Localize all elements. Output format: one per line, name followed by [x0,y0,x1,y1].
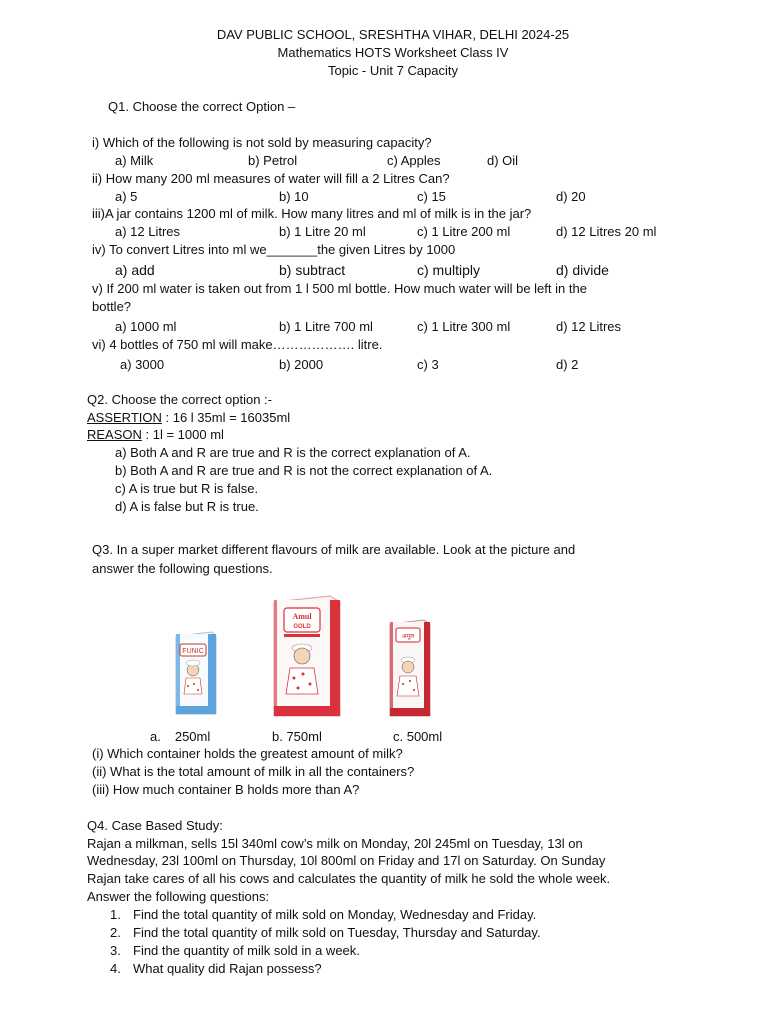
q3-question-i: (i) Which container holds the greatest amount of milk? [92,746,403,761]
q1-iv-option-a: a) add [115,262,155,278]
q4-list-item-3: Find the quantity of milk sold in a week. [133,943,360,958]
q4-list-item-1: Find the total quantity of milk sold on Monday, Wednesday and Friday. [133,907,537,922]
q4-paragraph-line3: Rajan take cares of all his cows and calculates the quantity of milk he sold the whole week. [87,871,611,886]
q4-list-item-2: Find the total quantity of milk sold on Tuesday, Thursday and Saturday. [133,925,541,940]
worksheet-title: Mathematics HOTS Worksheet Class IV [277,45,509,60]
q1-ii-option-c: c) 15 [417,189,446,204]
q2-reason [87,427,224,442]
q4-list-item-4: What quality did Rajan possess? [133,961,322,976]
carton-a-letter: a. [150,729,161,744]
q1-ii-option-b: b) 10 [279,189,309,204]
q1-vi-option-c: c) 3 [417,357,439,372]
q2-title: Q2. Choose the correct option :- [87,392,272,407]
q4-list-number-1: 1. [110,907,121,922]
q2-option-a: a) Both A and R are true and R is the correct explanation of A. [115,445,471,460]
carton-c-image [388,618,432,718]
q1-question-iv: iv) To convert Litres into ml we_______the given Litres by 1000 [92,242,456,257]
q4-list-number-3: 3. [110,943,121,958]
q1-vi-option-d: d) 2 [556,357,579,372]
q1-iii-option-c: c) 1 Litre 200 ml [417,224,511,239]
q1-iv-option-c: c) multiply [417,262,481,278]
q1-iii-option-a: a) 12 Litres [115,224,181,239]
q3-question-ii: (ii) What is the total amount of milk in all the containers? [92,764,415,779]
assertion-text: : 16 l 35ml = 16035ml [161,410,291,425]
q3-question-iii: (iii) How much container B holds more than A? [92,782,360,797]
q4-title: Q4. Case Based Study: [87,818,223,833]
q1-title: Q1. Choose the correct Option – [108,99,296,114]
q1-ii-option-a: a) 5 [115,189,138,204]
q2-option-b: b) Both A and R are true and R is not the correct explanation of A. [115,463,493,478]
q1-i-option-d: d) Oil [487,153,519,168]
carton-b-brand: Amul [292,612,312,621]
carton-a-label [150,729,210,744]
reason-text: : 1l = 1000 ml [141,427,224,442]
q1-iv-option-d: d) divide [556,262,609,278]
q1-i-option-b: b) Petrol [248,153,298,168]
q1-iii-option-b: b) 1 Litre 20 ml [279,224,366,239]
q1-v-option-a: a) 1000 ml [115,319,177,334]
q4-paragraph-line2: Wednesday, 23l 100ml on Thursday, 10l 800ml on Friday and 17l on Saturday. On Sunday [87,853,606,868]
q1-iv-option-b: b) subtract [279,262,346,278]
q2-assertion [87,410,290,425]
q3-text-line1: Q3. In a super market different flavours of milk are available. Look at the picture and [92,542,576,557]
q2-option-d: d) A is false but R is true. [115,499,259,514]
q4-paragraph-line1: Rajan a milkman, sells 15l 340ml cow’s milk on Monday, 20l 245ml on Tuesday, 13l on [87,836,583,851]
q1-v-option-b: b) 1 Litre 700 ml [279,319,373,334]
school-title: DAV PUBLIC SCHOOL, SRESHTHA VIHAR, DELHI 2024-25 [216,27,570,42]
q1-i-option-c: c) Apples [387,153,441,168]
q1-question-vi: vi) 4 bottles of 750 ml will make………………. litre. [92,337,383,352]
q1-question-v-line1: v) If 200 ml water is taken out from 1 l 500 ml bottle. How much water will be left in the [92,281,587,296]
q4-list-number-2: 2. [110,925,121,940]
assertion-label: ASSERTION [87,410,162,425]
reason-label: REASON [87,427,142,442]
carton-c-brand: अमूल [401,633,415,640]
q1-v-option-d: d) 12 Litres [556,319,622,334]
q3-text-line2: answer the following questions. [92,561,273,576]
q4-list-number-4: 4. [110,961,121,976]
q4-paragraph-line4: Answer the following questions: [87,889,270,904]
q1-ii-option-d: d) 20 [556,189,586,204]
q2-option-c: c) A is true but R is false. [115,481,259,496]
q1-v-option-c: c) 1 Litre 300 ml [417,319,511,334]
q1-iii-option-d: d) 12 Litres 20 ml [556,224,657,239]
q1-question-v-line2: bottle? [92,299,132,314]
q1-i-option-a: a) Milk [115,153,154,168]
topic-title: Topic - Unit 7 Capacity [327,63,459,78]
carton-a-image [172,630,218,716]
carton-a-capacity: 250ml [174,729,211,744]
q1-question-ii: ii) How many 200 ml measures of water will fill a 2 Litres Can? [92,171,450,186]
q1-question-iii: iii)A jar contains 1200 ml of milk. How many litres and ml of milk is in the jar? [92,206,532,221]
carton-b-sub: GOLD [293,624,311,630]
q1-vi-option-a: a) 3000 [120,357,165,372]
carton-a-brand: FUNIC [182,648,204,655]
q1-vi-option-b: b) 2000 [279,357,324,372]
carton-c-label: c. 500ml [393,729,443,744]
carton-b-image [272,594,342,718]
carton-b-label: b. 750ml [272,729,322,744]
q1-question-i: i) Which of the following is not sold by measuring capacity? [92,135,432,150]
